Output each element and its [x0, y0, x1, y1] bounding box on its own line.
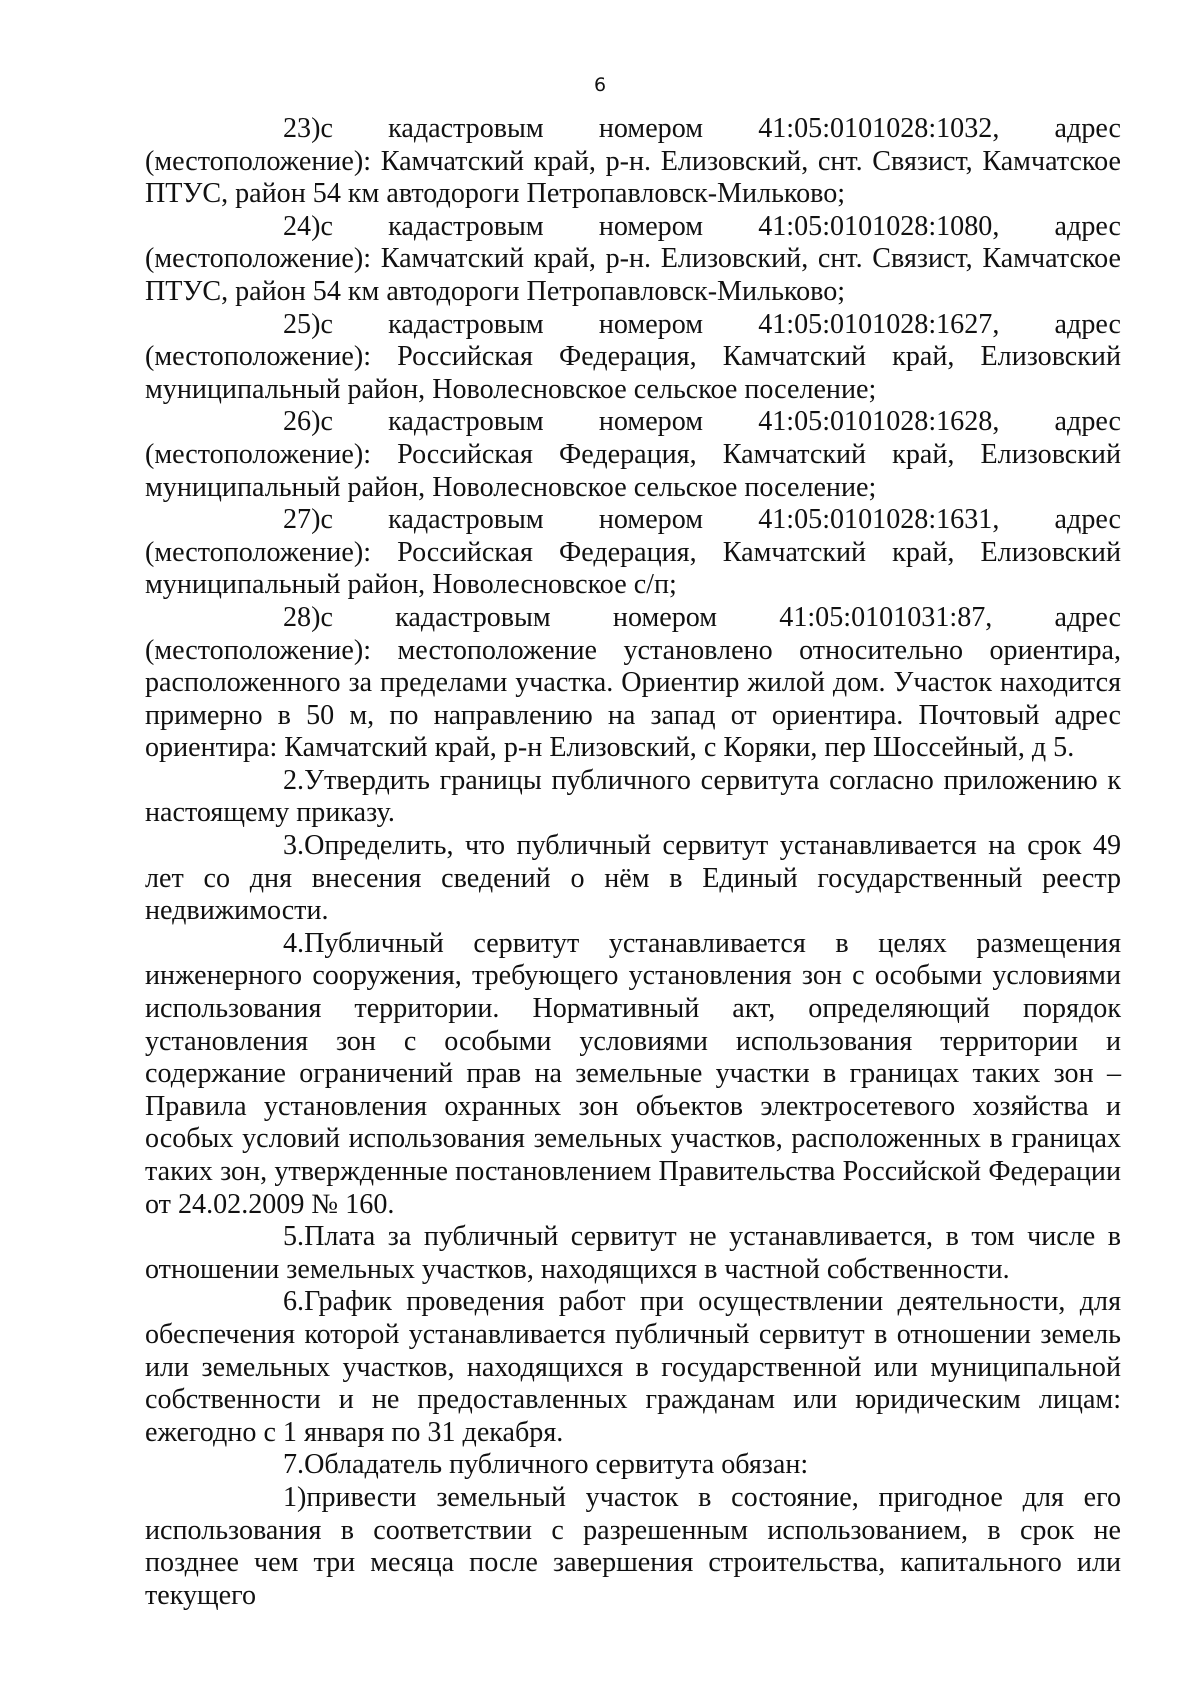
item-marker: 26) — [283, 406, 321, 438]
page-number: 6 — [593, 74, 607, 96]
clause-marker: 3. — [283, 830, 305, 862]
item-marker: 23) — [283, 113, 321, 144]
clause-6 — [145, 1286, 1121, 1449]
clause-text: Публичный сервитут устанавливается в целях размещения инженерного сооружения, требующего установления зон с особыми условиями использования территории. Нормативный акт, определяющий порядок установления зон с особыми условиями использования территории и содержание ограничений прав на земельные участки в границах таких зон – Правила установления охранных зон объектов электросетевого хозяйства и особых условий использования земельных участков, расположенных в границах таких зон, утвержденные постановлением Правительства Российской Федерации от 24.02.2009 № 160. — [145, 927, 1121, 1220]
list-item-25 — [145, 309, 1121, 407]
item-marker: 28) — [283, 601, 321, 633]
clause-5 — [145, 1221, 1121, 1286]
document-body — [145, 113, 1121, 1612]
clause-marker: 4. — [283, 927, 305, 959]
list-item-24 — [145, 211, 1121, 309]
item-text: с кадастровым номером 41:05:0101028:1627, адрес (местоположение): Российская Федерация, Камчатский край, Елизовский муниципальный район, Новолесновское сельское поселение; — [145, 308, 1121, 405]
item-text: с кадастровым номером 41:05:0101028:1032, адрес (местоположение): Камчатский край, р-н. Елизовский, снт. Связист, Камчатское ПТУС, район 54 км автодороги Петропавловск-Мильково; — [145, 113, 1121, 210]
item-marker: 25) — [283, 308, 321, 340]
item-marker: 1) — [283, 1481, 307, 1513]
item-text: с кадастровым номером 41:05:0101028:1080, адрес (местоположение): Камчатский край, р-н. Елизовский, снт. Связист, Камчатское ПТУС, район 54 км автодороги Петропавловск-Мильково; — [145, 210, 1121, 307]
item-text: привести земельный участок в состояние, пригодное для его использования в соответствии с разрешенным использованием, в срок не позднее чем три месяца после завершения строительства, капитального или текущего — [145, 1481, 1121, 1611]
list-item-27 — [145, 504, 1121, 602]
item-text: с кадастровым номером 41:05:0101031:87, адрес (местоположение): местоположение установлено относительно ориентира, расположенного за пределами участка. Ориентир жилой дом. Участок находится примерно в 50 м, по направлению на запад от ориентира. Почтовый адрес ориентира: Камчатский край, р-н Елизовский, с Коряки, пер Шоссейный, д 5. — [145, 601, 1121, 764]
clause-7 — [145, 1449, 1121, 1482]
clause-marker: 2. — [283, 764, 305, 796]
sub-item-1 — [145, 1482, 1121, 1612]
list-item-26 — [145, 406, 1121, 504]
clause-2 — [145, 765, 1121, 830]
clause-text: График проведения работ при осуществлении деятельности, для обеспечения которой устанавливается публичный сервитут в отношении земель или земельных участков, находящихся в государственной или муниципальной собственности и не предоставленных гражданам или юридическим лицам: ежегодно с 1 января по 31 декабря. — [145, 1286, 1121, 1448]
clause-marker: 5. — [283, 1221, 305, 1253]
item-text: с кадастровым номером 41:05:0101028:1631, адрес (местоположение): Российская Федерация, Камчатский край, Елизовский муниципальный район, Новолесновское с/п; — [145, 504, 1121, 601]
clause-marker: 6. — [283, 1286, 305, 1318]
clause-4 — [145, 928, 1121, 1221]
list-item-23 — [145, 113, 1121, 211]
clause-text: Обладатель публичного сервитута обязан: — [304, 1449, 809, 1481]
list-item-28 — [145, 602, 1121, 765]
item-marker: 24) — [283, 210, 321, 242]
clause-3 — [145, 830, 1121, 928]
clause-text: Определить, что публичный сервитут устанавливается на срок 49 лет со дня внесения сведений о нём в Единый государственный реестр недвижимости. — [145, 830, 1121, 927]
item-marker: 27) — [283, 504, 321, 536]
clause-marker: 7. — [283, 1449, 305, 1481]
item-text: с кадастровым номером 41:05:0101028:1628, адрес (местоположение): Российская Федерация, Камчатский край, Елизовский муниципальный район, Новолесновское сельское поселение; — [145, 406, 1121, 503]
clause-text: Плата за публичный сервитут не устанавливается, в том числе в отношении земельных участков, находящихся в частной собственности. — [145, 1221, 1121, 1285]
clause-text: Утвердить границы публичного сервитута согласно приложению к настоящему приказу. — [145, 764, 1121, 829]
